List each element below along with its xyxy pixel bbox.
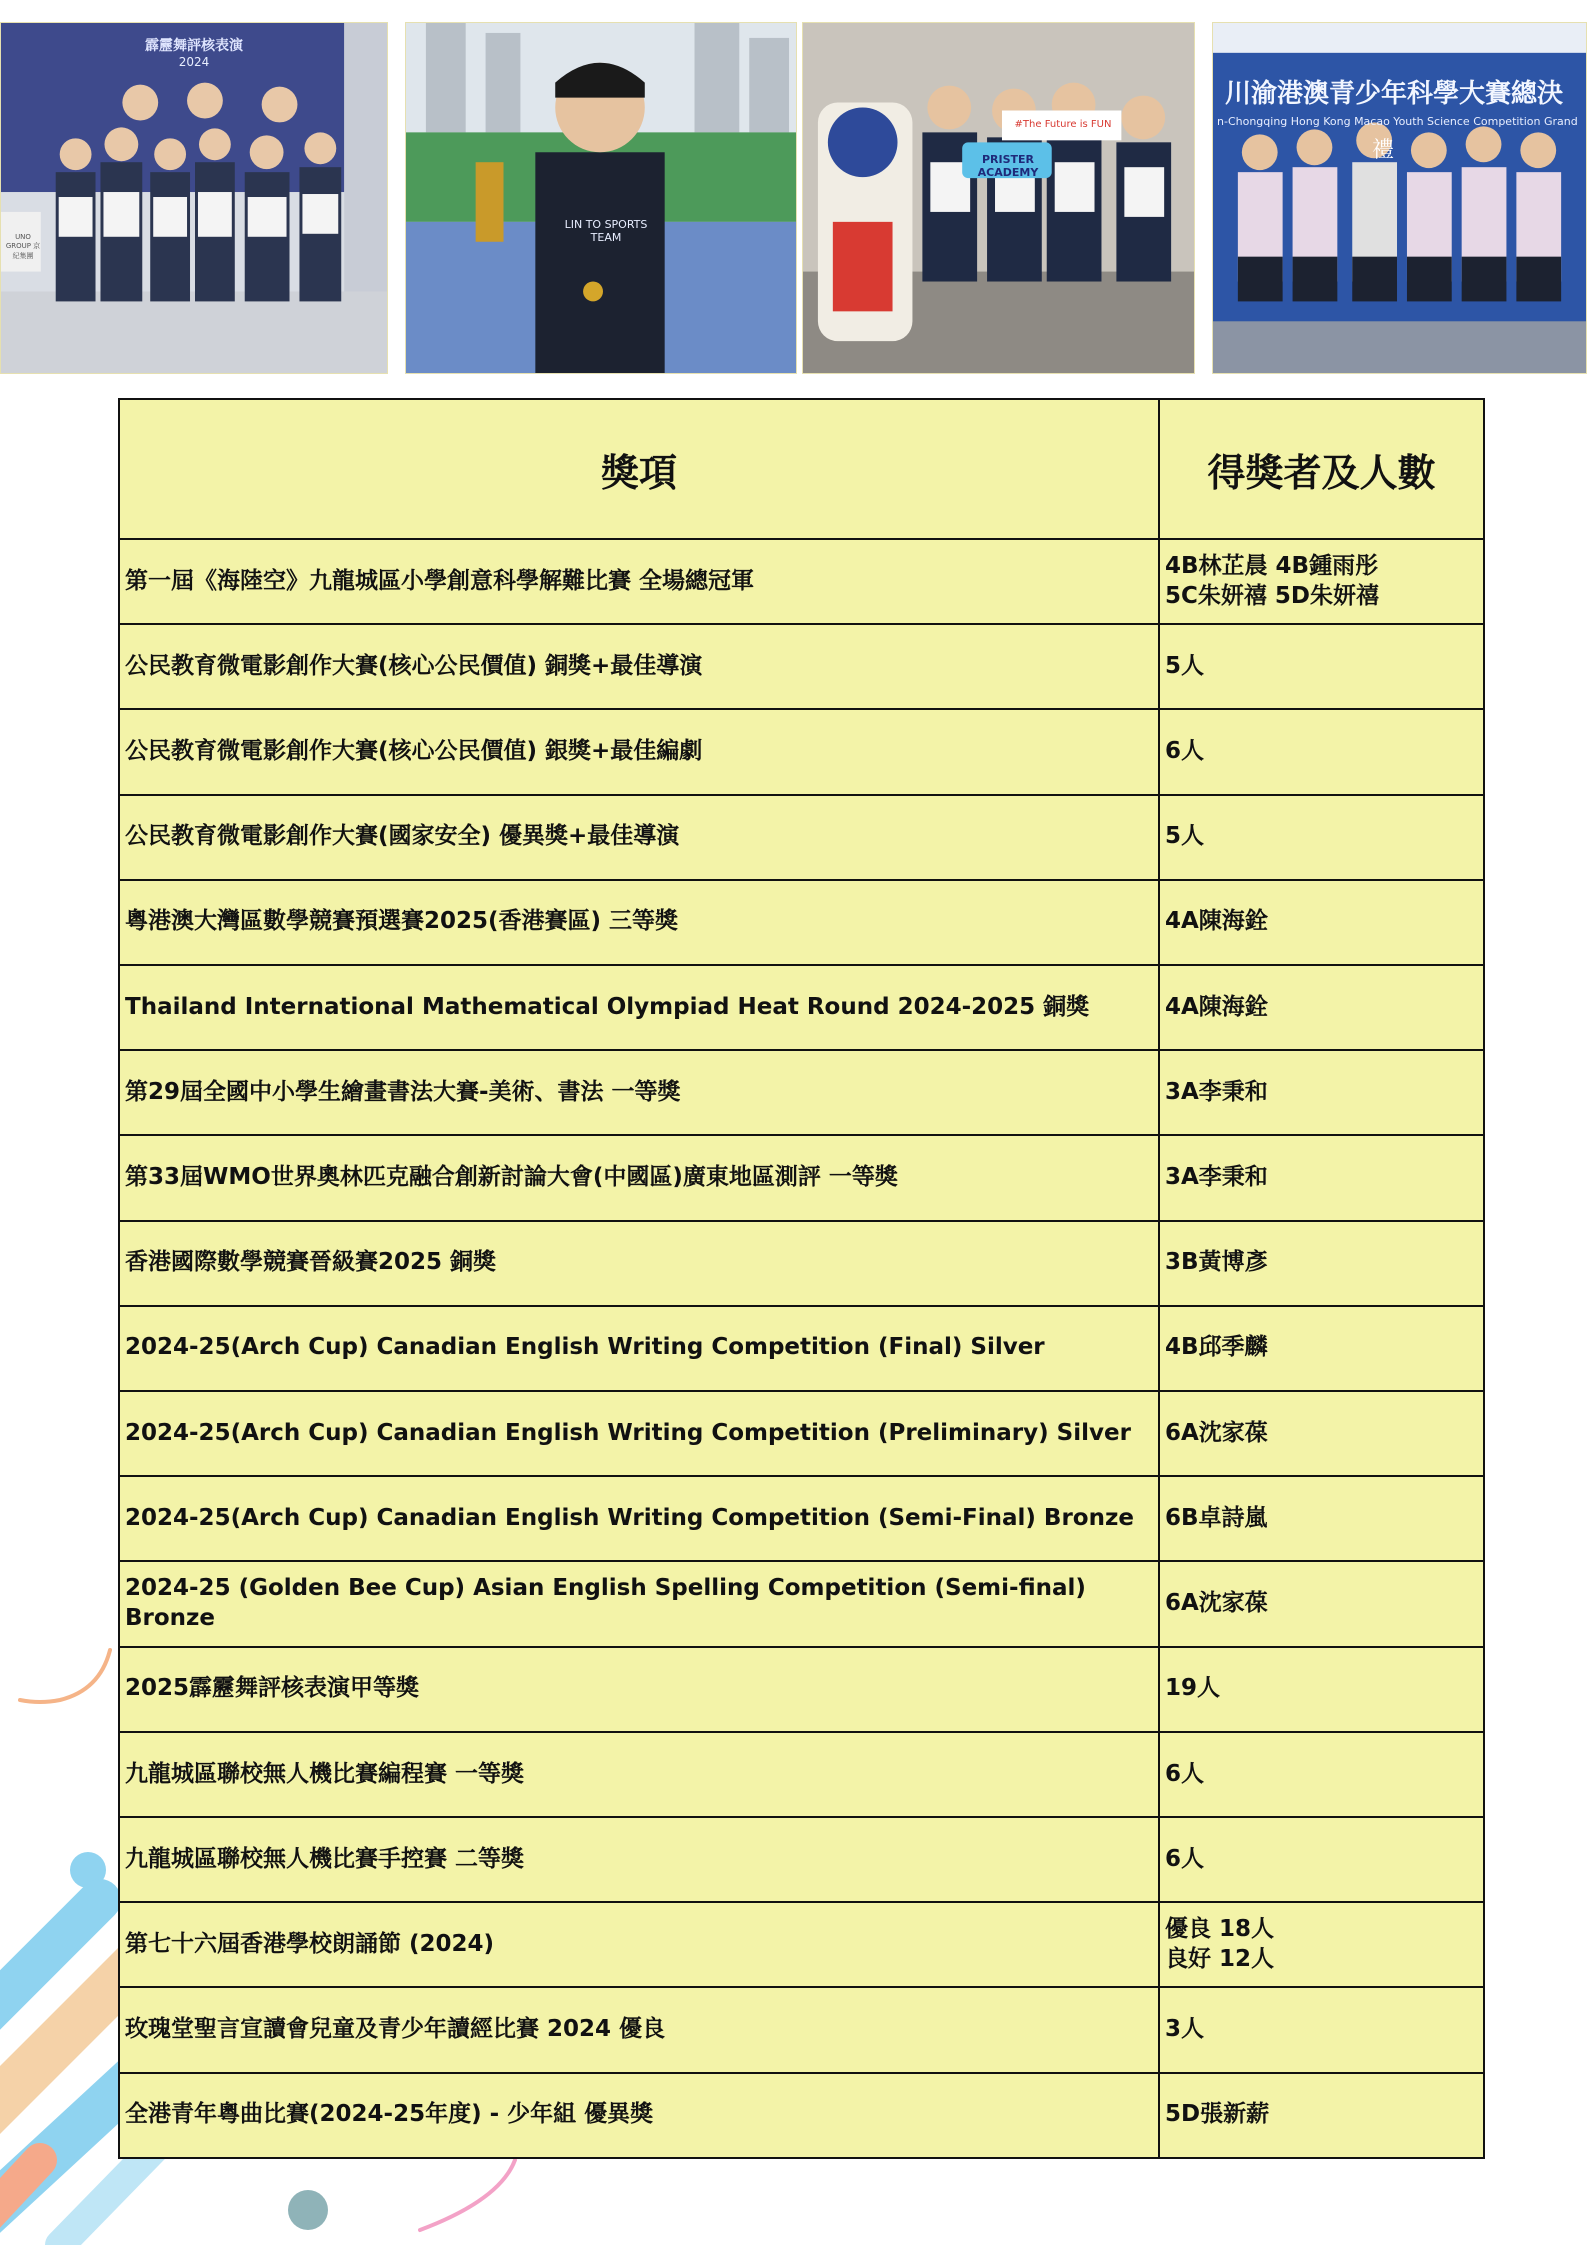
winner-line: 6A沈家葆: [1165, 1419, 1268, 1446]
winners-cell: [1159, 1050, 1484, 1135]
award-cell: 第七十六屆香港學校朗誦節 (2024): [119, 1902, 1159, 1987]
winner-line: 5C朱妍禧 5D朱妍禧: [1165, 582, 1379, 609]
winner-line: 6人: [1165, 1760, 1205, 1787]
award-cell: 公民教育微電影創作大賽(國家安全) 優異獎+最佳導演: [119, 795, 1159, 880]
winner-line: 6A沈家葆: [1165, 1590, 1268, 1617]
award-cell: Thailand International Mathematical Olympiad Heat Round 2024-2025 銅獎: [119, 965, 1159, 1050]
photo-podium-text: 禮: [1371, 138, 1394, 163]
header-winners: 得獎者及人數: [1159, 399, 1484, 539]
winners-cell: [1159, 1476, 1484, 1561]
winners-cell: [1159, 1987, 1484, 2072]
table-row: [119, 709, 1484, 794]
award-cell: 第33屆WMO世界奧林匹克融合創新討論大會(中國區)廣東地區測評 一等獎: [119, 1135, 1159, 1220]
award-cell: 九龍城區聯校無人機比賽編程賽 一等獎: [119, 1732, 1159, 1817]
table-row: [119, 965, 1484, 1050]
winner-line: 5人: [1165, 652, 1205, 679]
award-cell: 玫瑰堂聖言宣讀會兒童及青少年讀經比賽 2024 優良: [119, 1987, 1159, 2072]
winner-line: 6人: [1165, 1845, 1205, 1872]
winner-line: 4A陳海銓: [1165, 993, 1268, 1020]
award-cell: 2024-25(Arch Cup) Canadian English Writing Competition (Semi-Final) Bronze: [119, 1476, 1159, 1561]
photo-trophy-student: [405, 22, 797, 374]
table-row: [119, 1817, 1484, 1902]
winner-line: 4B林芷晨 4B鍾雨彤: [1165, 552, 1379, 579]
winner-line: 3A李秉和: [1165, 1164, 1268, 1191]
table-row: [119, 2073, 1484, 2158]
award-cell: 公民教育微電影創作大賽(核心公民價值) 銀獎+最佳編劇: [119, 709, 1159, 794]
table-row: [119, 880, 1484, 965]
winner-line: 19人: [1165, 1675, 1221, 1702]
winners-cell: [1159, 2073, 1484, 2158]
photo-science-competition: [1212, 22, 1587, 374]
winners-cell: [1159, 709, 1484, 794]
photo-banner-year: 2024: [178, 55, 210, 69]
winners-cell: [1159, 965, 1484, 1050]
winners-cell: [1159, 1561, 1484, 1646]
winner-line: 6人: [1165, 738, 1205, 765]
winner-line: 優良 18人: [1165, 1915, 1275, 1942]
table-row: [119, 1987, 1484, 2072]
table-row: [119, 1476, 1484, 1561]
winner-line: 5人: [1165, 823, 1205, 850]
winners-cell: [1159, 1817, 1484, 1902]
award-cell: 公民教育微電影創作大賽(核心公民價值) 銅獎+最佳導演: [119, 624, 1159, 709]
award-cell: 第29屆全國中小學生繪畫書法大賽-美術、書法 一等獎: [119, 1050, 1159, 1135]
winner-line: 6B卓詩嵐: [1165, 1504, 1268, 1531]
winner-line: 3A李秉和: [1165, 1078, 1268, 1105]
award-cell: 2025霹靂舞評核表演甲等獎: [119, 1647, 1159, 1732]
photo-dance-team: [0, 22, 388, 374]
photo-side-logo: UNO GROUP 京紀集團: [5, 233, 41, 260]
table-header-row: [119, 399, 1484, 539]
photo-banner-title: 霹靂舞評核表演: [145, 38, 243, 54]
winners-cell: [1159, 1221, 1484, 1306]
winners-cell: [1159, 539, 1484, 624]
winner-line: 3人: [1165, 2016, 1205, 2043]
awards-table: [118, 398, 1483, 2159]
table-row: [119, 1902, 1484, 1987]
table-row: [119, 1647, 1484, 1732]
table-row: [119, 1135, 1484, 1220]
photo-sign-future: #The Future is FUN: [1014, 119, 1112, 130]
winners-cell: [1159, 1306, 1484, 1391]
winner-line: 5D張新薪: [1165, 2101, 1270, 2128]
photo-banner-subtitle: n-Chongqing Hong Kong Macao Youth Science Competition Grand: [1217, 115, 1578, 128]
award-cell: 2024-25(Arch Cup) Canadian English Writing Competition (Preliminary) Silver: [119, 1391, 1159, 1476]
award-cell: 粵港澳大灣區數學競賽預選賽2025(香港賽區) 三等獎: [119, 880, 1159, 965]
award-cell: 九龍城區聯校無人機比賽手控賽 二等獎: [119, 1817, 1159, 1902]
winners-cell: [1159, 1732, 1484, 1817]
winners-cell: [1159, 1647, 1484, 1732]
table-row: [119, 1221, 1484, 1306]
winner-line: 3B黃博彥: [1165, 1249, 1268, 1276]
table-row: [119, 795, 1484, 880]
table-row: [119, 1050, 1484, 1135]
winner-line: 4B邱季麟: [1165, 1334, 1268, 1361]
table-row: [119, 539, 1484, 624]
winners-cell: [1159, 1391, 1484, 1476]
winner-line: 良好 12人: [1165, 1945, 1275, 1972]
winners-cell: [1159, 1135, 1484, 1220]
table-row: [119, 624, 1484, 709]
photo-sign-academy: PRISTER ACADEMY: [977, 153, 1039, 179]
award-cell: 2024-25(Arch Cup) Canadian English Writing Competition (Final) Silver: [119, 1306, 1159, 1391]
winners-cell: [1159, 1902, 1484, 1987]
award-cell: 香港國際數學競賽晉級賽2025 銅獎: [119, 1221, 1159, 1306]
table-row: [119, 1561, 1484, 1646]
award-cell: 第一屆《海陸空》九龍城區小學創意科學解難比賽 全場總冠軍: [119, 539, 1159, 624]
header-award: 獎項: [119, 399, 1159, 539]
table-row: [119, 1306, 1484, 1391]
table-row: [119, 1391, 1484, 1476]
photo-banner-title: 川渝港澳青少年科學大賽總決: [1225, 79, 1564, 109]
winners-cell: [1159, 880, 1484, 965]
photo-shirt-text: LIN TO SPORTS TEAM: [564, 218, 648, 244]
winners-cell: [1159, 624, 1484, 709]
award-cell: 全港青年粵曲比賽(2024-25年度) - 少年組 優異獎: [119, 2073, 1159, 2158]
photo-academy-students: [802, 22, 1195, 374]
winner-line: 4A陳海銓: [1165, 908, 1268, 935]
table-row: [119, 1732, 1484, 1817]
winners-cell: [1159, 795, 1484, 880]
award-cell: 2024-25 (Golden Bee Cup) Asian English Spelling Competition (Semi-final) Bronze: [119, 1561, 1159, 1646]
